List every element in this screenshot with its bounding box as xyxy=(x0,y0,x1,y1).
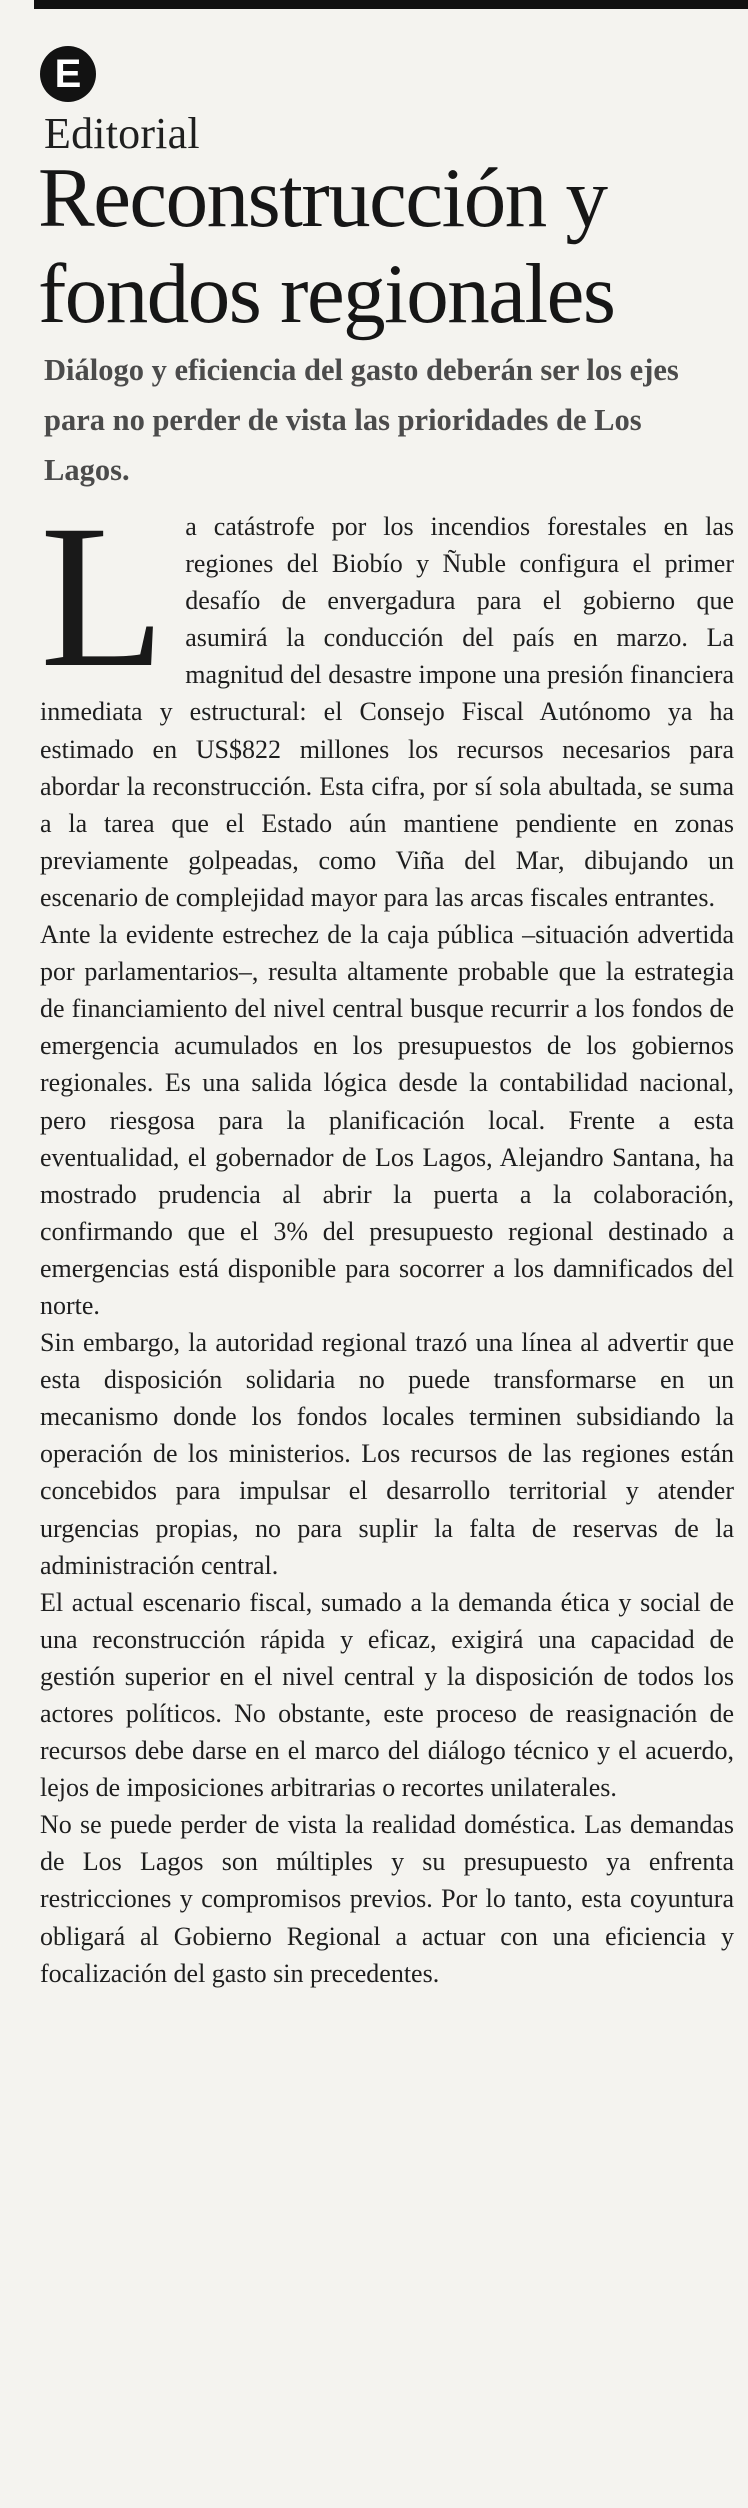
paragraph-5: No se puede perder de vista la realidad doméstica. Las demandas de Los Lagos son múltiples y su presupuesto ya enfrenta restricciones y compromisos previos. Por lo tanto, esta coyuntura obligará al Gobierno Regional a actuar con una eficiencia y focalización del gasto sin precedentes. xyxy=(40,1810,734,1988)
drop-cap: L xyxy=(40,483,166,710)
top-rule xyxy=(34,0,748,9)
paragraph-1-text: a catástrofe por los incendios forestales en las regiones del Biobío y Ñuble configura el primer desafío de envergadura para el gobierno que asumirá la conducción del país en marzo. La magnitud del desastre impone una presión financiera inmediata y estructural: el Consejo Fiscal Autónomo ya ha estimado en US$822 millones los recursos necesarios para abordar la reconstrucción. Esta cifra, por sí sola abultada, se suma a la tarea que el Estado aún mantiene pendiente en zonas previamente golpeadas, como Viña del Mar, dibujando un escenario de complejidad mayor para las arcas fiscales entrantes. xyxy=(40,512,734,912)
section-label: Editorial xyxy=(44,109,200,158)
paragraph-3: Sin embargo, la autoridad regional trazó una línea al advertir que esta disposición solidaria no puede transformarse en un mecanismo donde los fondos locales terminen subsidiando la operación de los ministerios. Los recursos de las regiones están concebidos para impulsar el desarrollo territorial y atender urgencias propias, no para suplir la falta de reservas de la administración central. xyxy=(40,1328,734,1580)
headline: Reconstrucción y fondos regionales xyxy=(38,151,615,341)
paragraph-1 xyxy=(40,483,734,916)
paragraph-4: El actual escenario fiscal, sumado a la demanda ética y social de una reconstrucción rápida y eficaz, exigirá una capacidad de gestión superior en el nivel central y la disposición de todos los actores políticos. No obstante, este proceso de reasignación de recursos debe darse en el marco del diálogo técnico y el acuerdo, lejos de imposiciones arbitrarias o recortes unilaterales. xyxy=(40,1587,734,1803)
subhead: Diálogo y eficiencia del gasto deberán ser los ejes para no perder de vista las prioridades de Los Lagos. xyxy=(44,353,679,487)
editorial-badge-icon: E xyxy=(40,46,96,102)
article-body xyxy=(40,483,734,1992)
paragraph-2: Ante la evidente estrechez de la caja pública –situación advertida por parlamentarios–, resulta altamente probable que la estrategia de financiamiento del nivel central busque recurrir a los fondos de emergencia acumulados en los presupuestos de los gobiernos regionales. Es una salida lógica desde la contabilidad nacional, pero riesgosa para la planificación local. Frente a esta eventualidad, el gobernador de Los Lagos, Alejandro Santana, ha mostrado prudencia al abrir la puerta a la colaboración, confirmando que el 3% del presupuesto regional destinado a emergencias está disponible para socorrer a los damnificados del norte. xyxy=(40,920,734,1320)
